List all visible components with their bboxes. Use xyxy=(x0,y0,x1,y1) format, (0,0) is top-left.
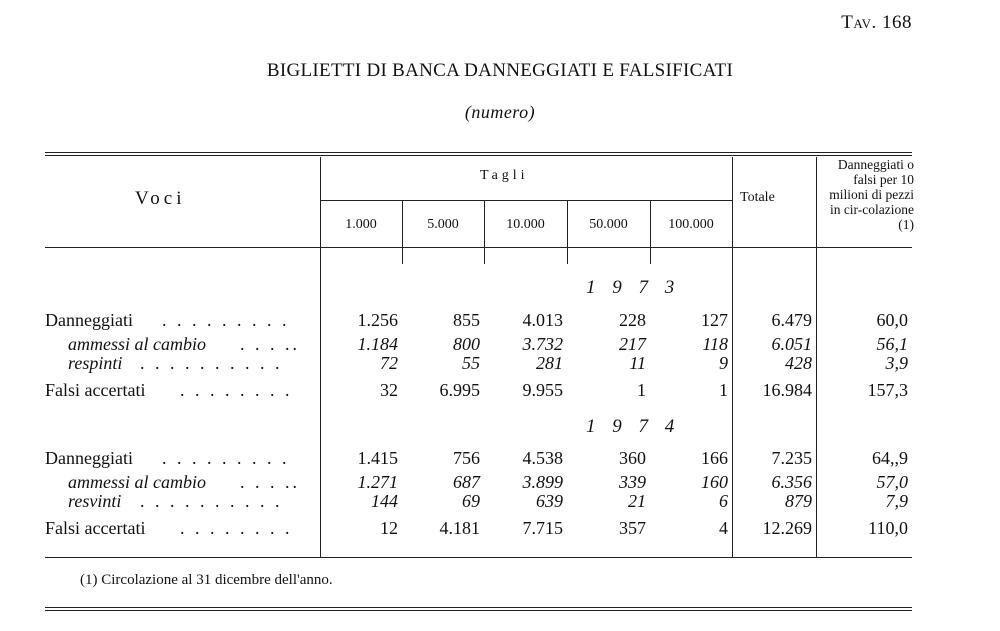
cell: 1 xyxy=(637,380,646,400)
cell: 639 xyxy=(536,491,563,511)
cell-rate: 3,9 xyxy=(885,353,908,373)
cell-totale: 6.479 xyxy=(771,310,812,330)
header-denom-5000: 5.000 xyxy=(427,217,459,232)
year-1973: 1 9 7 3 xyxy=(586,277,681,298)
footnote-bottom-rule xyxy=(45,607,912,608)
cell: 6 xyxy=(719,491,728,511)
cell-rate: 60,0 xyxy=(876,310,908,330)
cell: 127 xyxy=(701,310,728,330)
cell: 32 xyxy=(380,380,398,400)
row-label: Falsi accertati xyxy=(45,380,146,400)
cell-rate: 57,0 xyxy=(876,472,908,492)
cell: 1.415 xyxy=(357,448,398,468)
page-title: BIGLIETTI DI BANCA DANNEGGIATI E FALSIFICATI xyxy=(266,60,734,81)
cell-rate: 110,0 xyxy=(868,518,908,538)
header-rate: Danneggiati o falsi per 10 milioni di pezzi in cir-colazione (1) xyxy=(829,157,914,232)
cell: 281 xyxy=(536,353,563,373)
table-bottom-rule xyxy=(45,557,912,558)
row-label: ammessi al cambio xyxy=(68,334,206,354)
row-label: Danneggiati xyxy=(45,448,133,468)
cell: 1 xyxy=(719,380,728,400)
cell: 1.271 xyxy=(357,472,398,492)
cell: 144 xyxy=(371,491,398,511)
cell-totale: 6.051 xyxy=(771,334,812,354)
cell: 3.899 xyxy=(522,472,563,492)
header-totale: Totale xyxy=(740,190,775,205)
cell: 228 xyxy=(619,310,646,330)
footnote: (1) Circolazione al 31 dicembre dell'anno. xyxy=(80,572,333,588)
cell: 12 xyxy=(380,518,398,538)
cell: 357 xyxy=(619,518,646,538)
cell: 118 xyxy=(702,334,728,354)
row-dots: . . . . . . . . . xyxy=(162,310,290,330)
cell: 4 xyxy=(719,518,728,538)
row-dots: . . . . . . . . xyxy=(180,518,293,538)
cell-totale: 7.235 xyxy=(771,448,812,468)
year-1974: 1 9 7 4 xyxy=(586,416,681,437)
row-label: resvinti xyxy=(68,491,122,511)
cell: 800 xyxy=(453,334,480,354)
table-number-value: 168 xyxy=(882,12,912,33)
cell: 6.995 xyxy=(439,380,480,400)
cell: 3.732 xyxy=(522,334,563,354)
cell-rate: 64,,9 xyxy=(872,448,908,468)
header-voci: Voci xyxy=(135,188,186,209)
cell: 4.013 xyxy=(522,310,563,330)
row-dots: . . . . . . . . . xyxy=(162,448,290,468)
cell-totale: 879 xyxy=(785,491,812,511)
cell-rate: 157,3 xyxy=(867,380,908,400)
cell-rate: 7,9 xyxy=(885,491,908,511)
cell-totale: 12.269 xyxy=(762,518,812,538)
header-tagli: Tagli xyxy=(480,168,529,183)
row-dots: . . . .. xyxy=(240,334,300,354)
row-label: ammessi al cambio xyxy=(68,472,206,492)
cell: 1.256 xyxy=(357,310,398,330)
cell: 855 xyxy=(453,310,480,330)
table-prefix: Tav. xyxy=(841,12,877,33)
cell: 160 xyxy=(701,472,728,492)
row-label: Falsi accertati xyxy=(45,518,146,538)
cell: 166 xyxy=(701,448,728,468)
cell: 55 xyxy=(462,353,480,373)
row-dots: . . . . . . . . xyxy=(180,380,293,400)
header-denom-100000: 100.000 xyxy=(668,217,714,232)
cell: 339 xyxy=(619,472,646,492)
cell-rate: 56,1 xyxy=(876,334,908,354)
cell-totale: 428 xyxy=(785,353,812,373)
header-denom-50000: 50.000 xyxy=(589,217,628,232)
cell: 4.538 xyxy=(522,448,563,468)
table-top-rule-2 xyxy=(45,155,912,156)
cell-totale: 16.984 xyxy=(762,380,812,400)
header-denom-1000: 1.000 xyxy=(345,217,377,232)
cell: 1.184 xyxy=(357,334,398,354)
cell: 7.715 xyxy=(522,518,563,538)
cell: 4.181 xyxy=(439,518,480,538)
table-number xyxy=(841,12,912,34)
cell: 72 xyxy=(380,353,398,373)
table-top-rule xyxy=(45,152,912,153)
cell: 9 xyxy=(719,353,728,373)
cell: 9.955 xyxy=(522,380,563,400)
cell-totale: 6.356 xyxy=(771,472,812,492)
cell: 69 xyxy=(462,491,480,511)
cell: 217 xyxy=(619,334,646,354)
footnote-bottom-rule-2 xyxy=(45,610,912,611)
cell: 21 xyxy=(628,491,646,511)
cell: 360 xyxy=(619,448,646,468)
row-label: Danneggiati xyxy=(45,310,133,330)
row-label: respinti xyxy=(68,353,123,373)
cell: 687 xyxy=(453,472,480,492)
header-bottom-rule xyxy=(45,247,912,248)
tagli-rule xyxy=(320,200,732,201)
row-dots: . . . . . . . . . . xyxy=(140,353,283,373)
cell: 756 xyxy=(453,448,480,468)
page-subtitle: (numero) xyxy=(464,102,536,122)
row-dots: . . . . . . . . . . xyxy=(140,491,283,511)
row-dots: . . . .. xyxy=(240,472,300,492)
header-denom-10000: 10.000 xyxy=(506,217,545,232)
cell: 11 xyxy=(629,353,646,373)
